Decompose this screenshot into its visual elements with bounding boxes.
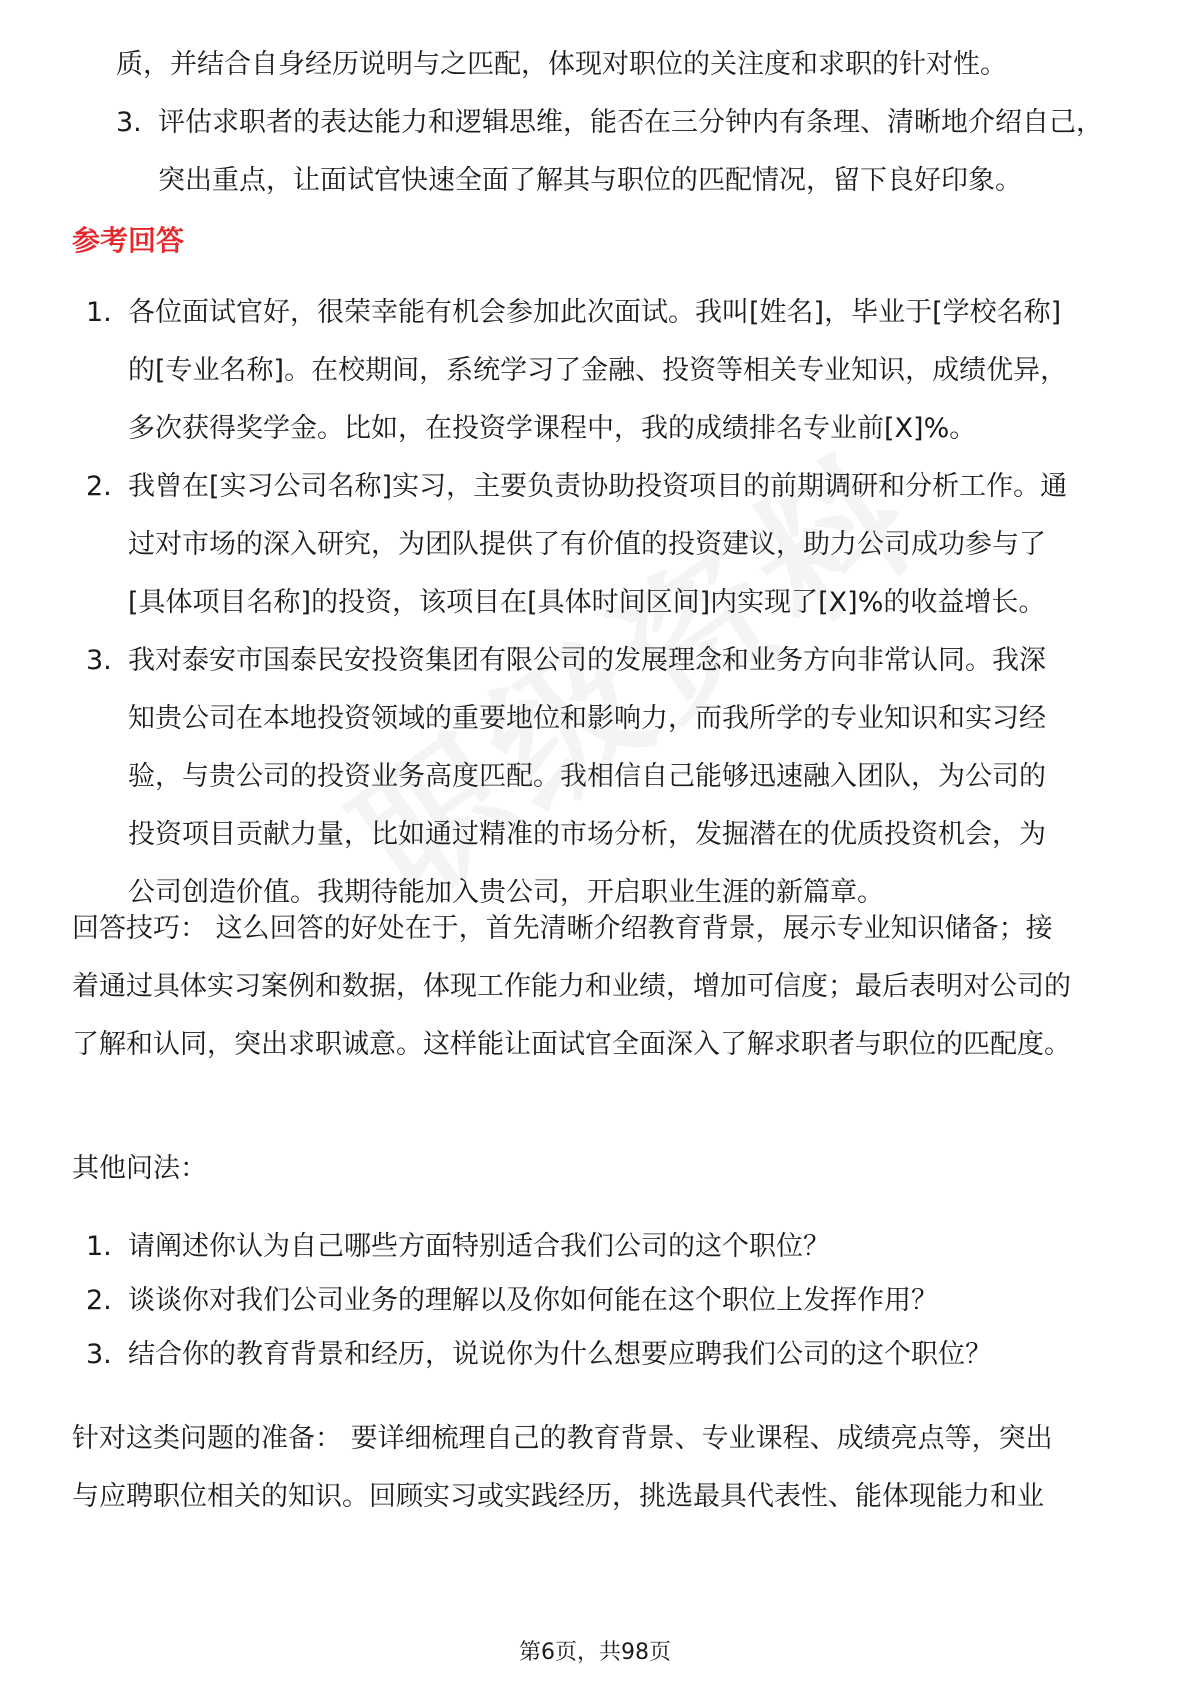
list-item [72,1328,1122,1382]
tips-text: 这么回答的好处在于，首先清晰介绍教育背景，展示专业知识储备；接着通过具体实习案例和数据，体现工作能力和业绩，增加可信度；最后表明对公司的了解和认同，突出求职诚意。这样能让面试官全面深入了解求职者与职位的匹配度。 [72,913,1071,1060]
other-questions-list [72,1220,1122,1382]
list-item [72,1220,1122,1274]
list-number: 2. [86,471,112,502]
list-text: 我曾在[实习公司名称]实习，主要负责协助投资项目的前期调研和分析工作。通过对市场的深入研究，为团队提供了有价值的投资建议，助力公司成功参与了[具体项目名称]的投资，该项目在[具体时间区间]内实现了[X]%的收益增长。 [128,471,1068,618]
list-text: 各位面试官好，很荣幸能有机会参加此次面试。我叫[姓名]，毕业于[学校名称]的[专业名称]。在校期间，系统学习了金融、投资等相关专业知识，成绩优异，多次获得奖学金。比如，在投资学课程中，我的成绩排名专业前[X]%。 [128,297,1068,444]
list-number: 2. [86,1285,112,1316]
list-text: 谈谈你对我们公司业务的理解以及你如何能在这个职位上发挥作用？ [128,1285,938,1316]
list-number: 1. [86,1231,112,1262]
list-text: 结合你的教育背景和经历，说说你为什么想要应聘我们公司的这个职位？ [128,1339,992,1370]
top-section [72,36,1122,210]
list-item [72,94,1122,210]
list-number: 1. [86,297,112,328]
section-heading: 参考回答 [72,224,185,257]
continuation-text: 质，并结合自身经历说明与之匹配，体现对职位的关注度和求职的针对性。 [116,49,1007,80]
other-questions-label: 其他问法： [72,1153,207,1184]
list-item [72,36,1122,94]
reference-answer-section [72,212,1122,270]
tips-label: 回答技巧： [72,913,207,944]
preparation-label: 针对这类问题的准备： [72,1423,342,1454]
list-number: 3. [116,107,142,138]
tips-paragraph [72,900,1072,1074]
list-text: 请阐述你认为自己哪些方面特别适合我们公司的这个职位？ [128,1231,830,1262]
list-item [72,458,1072,632]
preparation-paragraph [72,1410,1072,1526]
list-text: 评估求职者的表达能力和逻辑思维，能否在三分钟内有条理、清晰地介绍自己，突出重点，让面试官快速全面了解其与职位的匹配情况，留下良好印象。 [158,107,1103,196]
list-item [72,284,1072,458]
list-number: 3. [86,645,112,676]
list-number: 3. [86,1339,112,1370]
other-questions-section [72,1140,1122,1198]
list-item [72,1274,1122,1328]
page-footer: 第6页，共98页 [519,1640,671,1665]
reference-answer-list [72,284,1072,922]
list-item [72,632,1072,922]
preparation-text: 要详细梳理自己的教育背景、专业课程、成绩亮点等，突出与应聘职位相关的知识。回顾实习或实践经历，挑选最具代表性、能体现能力和业 [72,1423,1053,1512]
list-text: 我对泰安市国泰民安投资集团有限公司的发展理念和业务方向非常认同。我深知贵公司在本地投资领域的重要地位和影响力，而我所学的专业知识和实习经验，与贵公司的投资业务高度匹配。我相信自己能够迅速融入团队，为公司的投资项目贡献力量，比如通过精准的市场分析，发掘潜在的优质投资机会，为公司创造价值。我期待能加入贵公司，开启职业生涯的新篇章。 [128,645,1046,908]
